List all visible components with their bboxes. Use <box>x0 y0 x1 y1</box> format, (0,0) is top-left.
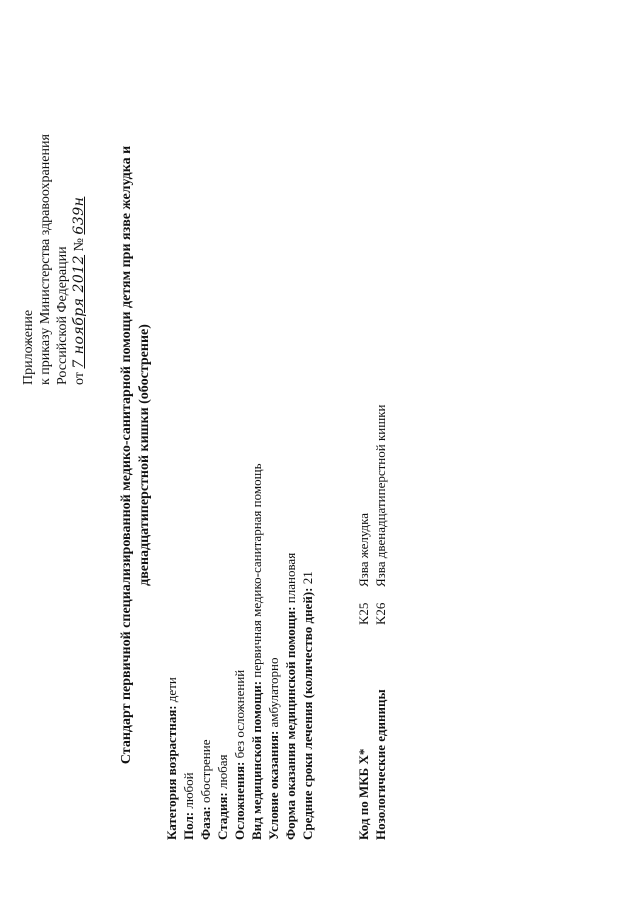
param-row: Средние сроки лечения (количество дней): 21 <box>300 571 315 840</box>
appendix-country-line: Российской Федерации <box>55 246 70 385</box>
param-row: Условие оказания: амбулаторно <box>266 657 281 840</box>
document-title <box>118 75 154 835</box>
date-prefix: от <box>72 372 87 385</box>
param-row: Вид медицинской помощи: первичная медико-санитарная помощь <box>249 463 264 840</box>
icd-code: K26 <box>373 602 388 625</box>
icd-name: Язва желудка <box>356 512 371 587</box>
param-row: Пол: любой <box>181 772 196 840</box>
appendix-date-line <box>71 134 88 385</box>
param-row: Фаза: обострение <box>198 739 213 840</box>
appendix-order-line: к приказу Министерства здравоохранения <box>38 134 53 385</box>
nosology-label: Нозологические единицы <box>373 689 388 840</box>
appendix-title: Приложение <box>21 309 36 385</box>
standard-parameters <box>163 463 316 840</box>
param-row: Категория возрастная: дети <box>164 677 179 840</box>
title-line-2: двенадцатиперстной кишки (обострение) <box>137 324 152 586</box>
handwritten-number: 639н <box>71 196 87 235</box>
icd-name: Язва двенадцатиперстной кишки <box>373 404 388 587</box>
handwritten-date: 7 ноября 2012 <box>71 254 87 369</box>
param-row: Стадия: любая <box>215 754 230 840</box>
title-line-1: Стандарт первичной специализированной медико-санитарной помощи детям при язве желудка и <box>119 145 134 765</box>
icd-code: K25 <box>356 602 371 625</box>
param-row: Осложнения: без осложнений <box>232 669 247 840</box>
icd-code-label: Код по МКБ X* <box>356 748 371 840</box>
number-prefix: № <box>72 238 87 252</box>
param-row: Форма оказания медицинской помощи: плановая <box>283 552 298 840</box>
appendix-block <box>20 134 88 385</box>
